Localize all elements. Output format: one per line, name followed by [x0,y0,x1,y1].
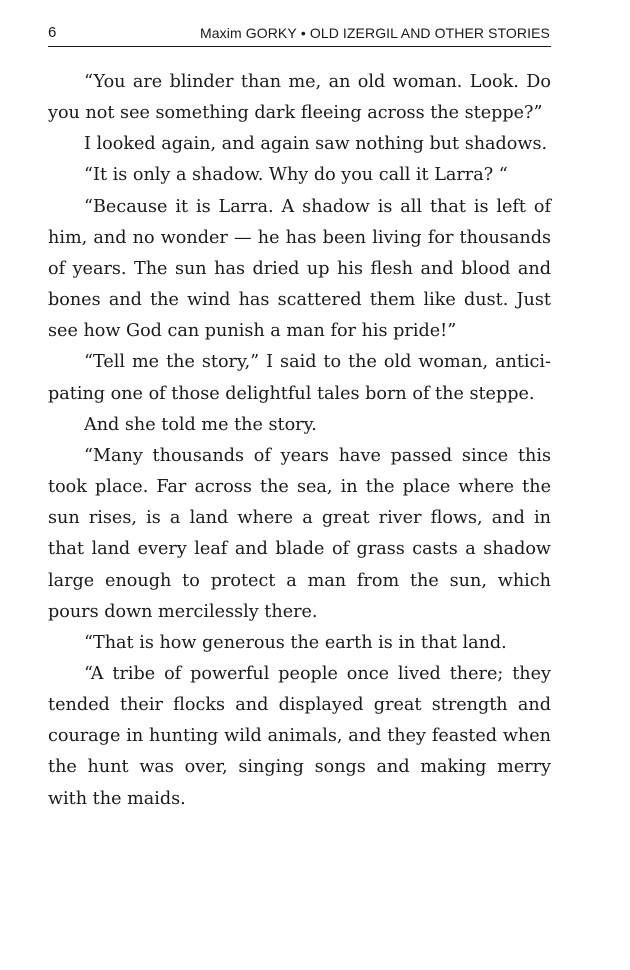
running-header [48,24,550,46]
paragraph: “Because it is Larra. A shadow is all that is left of him, and no wonder — he has been living for thousands of years. The sun has dried up his flesh and blood and bones and the wind has scattered them like dust. Just see how God can punish a man for his pride!” [48,196,551,342]
page-number: 6 [48,24,57,41]
running-title [200,25,550,41]
paragraph: “You are blinder than me, an old woman. Look. Do you not see something dark fleeing across the steppe?” [48,72,551,124]
header-author: Maxim GORKY [200,25,297,41]
paragraph: “Many thousands of years have passed since this took place. Far across the sea, in the place where the sun rises, is a land where a great river flows, and in that land every leaf and blade of grass casts a shadow large enough to protect a man from the sun, which pours down mercilessly there. [48,445,551,622]
paragraph: “Tell me the story,” I said to the old woman, anticipating one of those delightful tales born of the steppe. [48,352,551,404]
body-text [48,67,551,815]
paragraph: “It is only a shadow. Why do you call it Larra? “ [84,165,508,186]
paragraph: I looked again, and again saw nothing but shadows. [84,134,548,155]
header-book-title: OLD IZERGIL AND OTHER STORIES [309,25,550,41]
paragraph: “That is how generous the earth is in that land. [84,632,507,653]
paragraph: “A tribe of powerful people once lived there; they tended their flocks and displayed great strength and courage in hunting wild animals, and they feasted when the hunt was over, singing songs and making merry with the maids. [48,663,551,809]
header-separator: • [300,25,306,41]
header-rule [48,46,551,47]
paragraph: And she told me the story. [84,414,317,435]
